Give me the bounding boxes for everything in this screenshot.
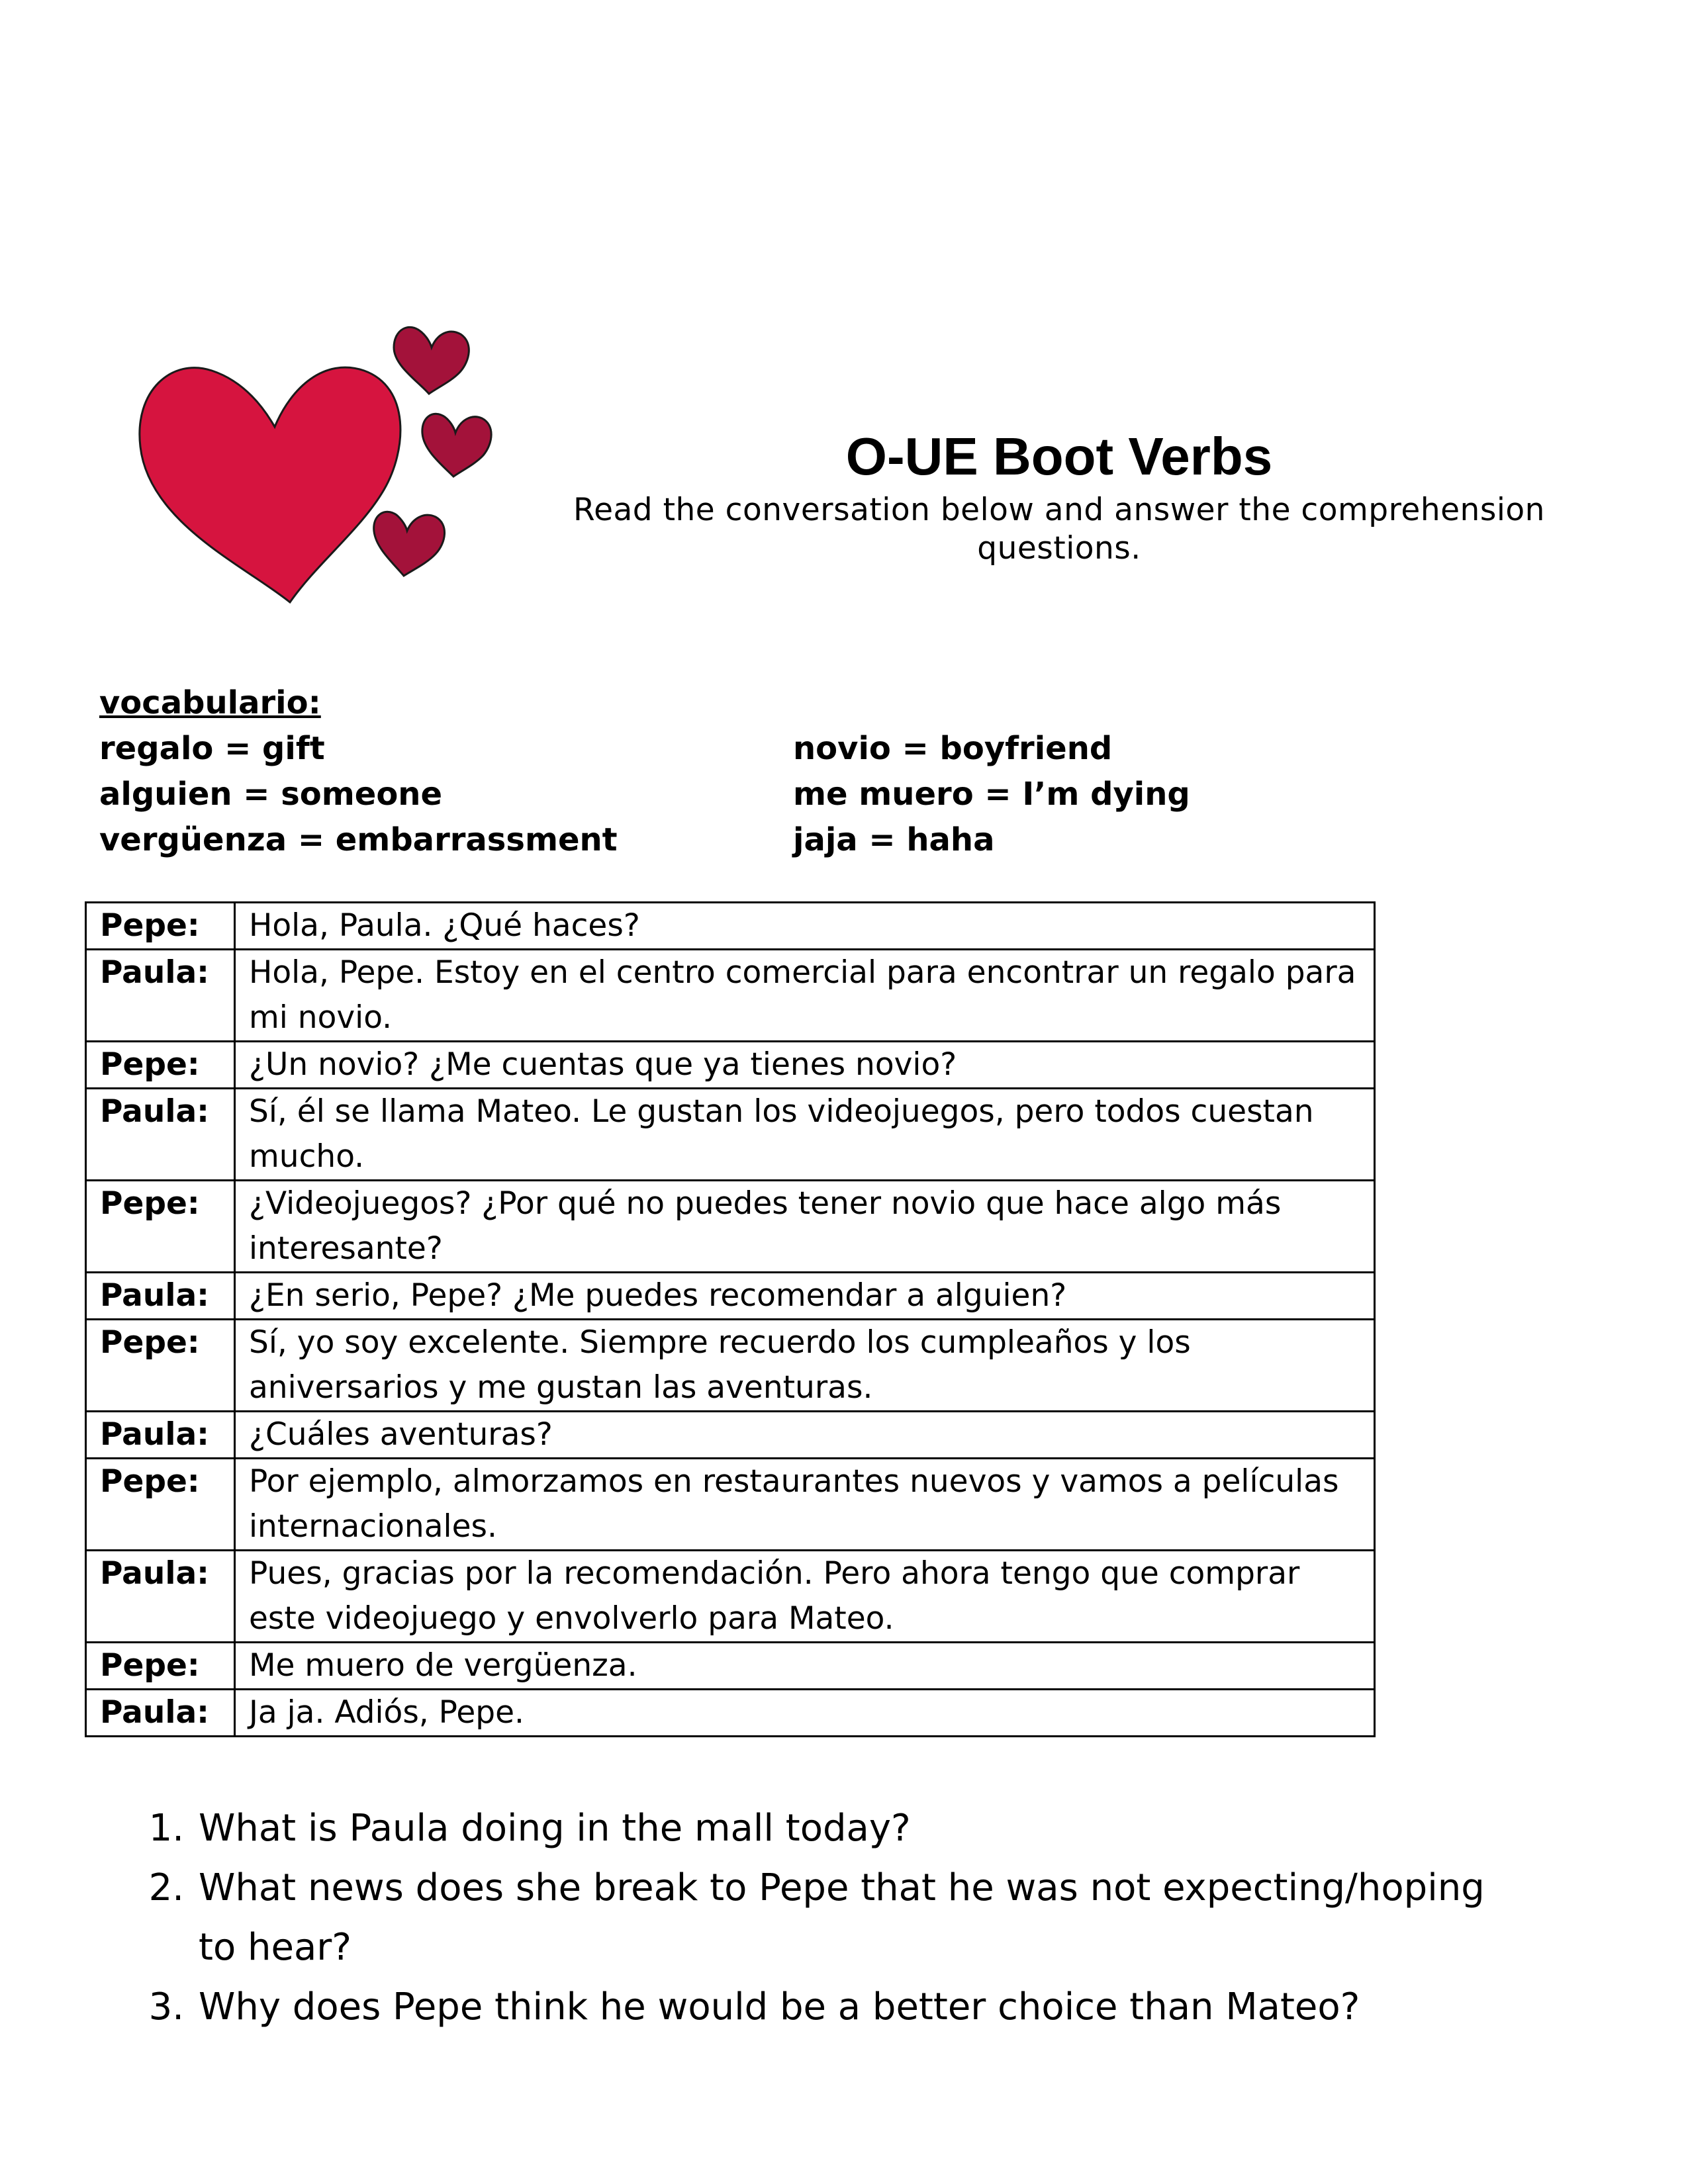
large-heart (140, 367, 400, 602)
question-text: What news does she break to Pepe that he was not expecting/hoping to hear? (199, 1866, 1485, 1969)
dialogue-cell: Hola, Pepe. Estoy en el centro comercial para encontrar un regalo para mi novio. (235, 950, 1375, 1042)
table-row (86, 1412, 1375, 1459)
dialogue-cell: Me muero de vergüenza. (235, 1643, 1375, 1690)
speaker-cell: Pepe: (86, 1181, 235, 1273)
table-row (86, 1459, 1375, 1551)
dialogue-cell: Por ejemplo, almorzamos en restaurantes nuevos y vamos a películas internacionales. (235, 1459, 1375, 1551)
vocab-item: regalo = gift (99, 730, 325, 767)
dialogue-table (85, 901, 1376, 1737)
hearts-clipart (132, 311, 503, 615)
dialogue-cell: Hola, Paula. ¿Qué haces? (235, 903, 1375, 950)
table-row (86, 950, 1375, 1042)
table-row (86, 1273, 1375, 1320)
dialogue-cell: Sí, yo soy excelente. Siempre recuerdo los cumpleaños y los aniversarios y me gustan las aventuras. (235, 1320, 1375, 1412)
vocab-item: alguien = someone (99, 776, 443, 813)
vocabulary-section (99, 680, 1556, 863)
question-number: 2. (148, 1866, 184, 1909)
speaker-cell: Pepe: (86, 1459, 235, 1551)
small-heart-middle (422, 414, 491, 477)
page-title: O-UE Boot Verbs (845, 427, 1273, 486)
list-item (99, 1799, 1523, 1858)
vocab-item: jaja = haha (793, 821, 995, 858)
list-item (99, 1858, 1523, 1978)
list-item (99, 1978, 1523, 2037)
vocab-item: me muero = I’m dying (793, 776, 1190, 813)
comprehension-questions (99, 1799, 1523, 2037)
speaker-cell: Paula: (86, 950, 235, 1042)
speaker-cell: Paula: (86, 1412, 235, 1459)
table-row (86, 903, 1375, 950)
speaker-cell: Paula: (86, 1089, 235, 1181)
vocab-item: vergüenza = embarrassment (99, 821, 618, 858)
dialogue-cell: Pues, gracias por la recomendación. Pero ahora tengo que comprar este videojuego y envolverlo para Mateo. (235, 1551, 1375, 1643)
small-heart-top (394, 327, 469, 394)
dialogue-cell: ¿En serio, Pepe? ¿Me puedes recomendar a alguien? (235, 1273, 1375, 1320)
speaker-cell: Paula: (86, 1551, 235, 1643)
table-row (86, 1181, 1375, 1273)
question-number: 3. (148, 1985, 184, 2028)
question-text: Why does Pepe think he would be a better choice than Mateo? (199, 1985, 1360, 2028)
table-row (86, 1551, 1375, 1643)
table-row (86, 1643, 1375, 1690)
dialogue-cell: Sí, él se llama Mateo. Le gustan los videojuegos, pero todos cuestan mucho. (235, 1089, 1375, 1181)
speaker-cell: Pepe: (86, 1643, 235, 1690)
speaker-cell: Paula: (86, 1690, 235, 1737)
small-heart-bottom (374, 512, 445, 576)
speaker-cell: Pepe: (86, 1320, 235, 1412)
dialogue-cell: ¿Cuáles aventuras? (235, 1412, 1375, 1459)
question-number: 1. (148, 1807, 184, 1850)
hearts-icon (132, 311, 503, 615)
dialogue-cell: ¿Videojuegos? ¿Por qué no puedes tener novio que hace algo más interesante? (235, 1181, 1375, 1273)
table-row (86, 1320, 1375, 1412)
vocab-item: novio = boyfriend (793, 730, 1113, 767)
table-row (86, 1042, 1375, 1089)
table-row (86, 1690, 1375, 1737)
dialogue-cell: Ja ja. Adiós, Pepe. (235, 1690, 1375, 1737)
vocabulary-heading: vocabulario: (99, 684, 321, 721)
speaker-cell: Pepe: (86, 1042, 235, 1089)
vocabulary-grid (99, 726, 1556, 863)
table-row (86, 1089, 1375, 1181)
page-subtitle: Read the conversation below and answer the comprehension questions. (573, 492, 1545, 567)
speaker-cell: Pepe: (86, 903, 235, 950)
question-text: What is Paula doing in the mall today? (199, 1807, 911, 1850)
dialogue-cell: ¿Un novio? ¿Me cuentas que ya tienes novio? (235, 1042, 1375, 1089)
speaker-cell: Paula: (86, 1273, 235, 1320)
